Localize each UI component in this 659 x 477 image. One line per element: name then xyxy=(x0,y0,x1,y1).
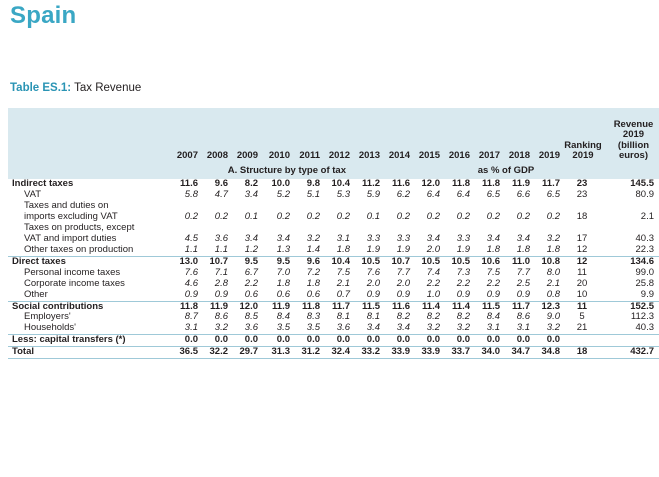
cell-2018: 0.9 xyxy=(516,288,530,300)
cell-2011: 1.4 xyxy=(306,243,320,255)
row-label: Personal income taxes xyxy=(24,266,121,278)
row-label-line2: imports excluding VAT xyxy=(24,211,118,223)
cell-2012: 10.4 xyxy=(320,256,350,267)
cell-2017: 8.4 xyxy=(486,311,500,323)
cell-2017: 6.5 xyxy=(486,189,500,201)
cell-ranking xyxy=(560,335,610,347)
cell-2013: 0.9 xyxy=(366,288,380,300)
cell-2016: 7.3 xyxy=(456,266,470,278)
cell-2009: 12.0 xyxy=(228,301,258,312)
cell-2010: 11.9 xyxy=(258,301,290,312)
cell-2011: 9.8 xyxy=(306,178,320,190)
table-row xyxy=(8,312,659,323)
cell-2016: 0.0 xyxy=(440,335,470,347)
table-row xyxy=(8,201,659,223)
cell-2015: 6.4 xyxy=(426,189,440,201)
cell-2009: 6.7 xyxy=(244,266,258,278)
cell-2018: 11.7 xyxy=(500,301,530,312)
cell-revenue: 2.1 xyxy=(640,211,654,223)
cell-2018: 0.0 xyxy=(500,335,530,347)
cell-2007: 7.6 xyxy=(184,266,198,278)
cell-2012: 8.1 xyxy=(336,311,350,323)
cell-2014: 0.0 xyxy=(380,335,410,347)
cell-2010: 31.3 xyxy=(258,347,290,359)
table-row xyxy=(8,323,659,334)
cell-2013: 7.6 xyxy=(366,266,380,278)
cell-2014: 7.7 xyxy=(396,266,410,278)
cell-2016: 0.2 xyxy=(456,211,470,223)
cell-2019: 10.8 xyxy=(530,256,560,267)
header-blank xyxy=(8,108,168,162)
cell-2014: 11.6 xyxy=(380,301,410,312)
cell-2013: 1.9 xyxy=(366,243,380,255)
cell-2014: 11.6 xyxy=(392,178,410,190)
cell-2013: 2.0 xyxy=(366,277,380,289)
cell-revenue xyxy=(610,335,659,347)
row-label: Indirect taxes xyxy=(12,178,74,190)
header-year-2019: 2019 xyxy=(530,108,560,162)
cell-ranking: 17 xyxy=(576,233,588,244)
cell-2011: 31.2 xyxy=(290,347,320,359)
cell-2008: 32.2 xyxy=(198,347,228,359)
cell-2012: 2.1 xyxy=(336,277,350,289)
header-year-2011: 2011 xyxy=(290,108,320,162)
cell-revenue: 40.3 xyxy=(635,233,654,244)
cell-2007: 5.8 xyxy=(184,189,198,201)
cell-2009: 3.4 xyxy=(244,233,258,244)
cell-2009: 8.2 xyxy=(244,178,258,190)
cell-2013: 0.0 xyxy=(350,335,380,347)
table-total-row xyxy=(8,347,659,359)
cell-2016: 11.8 xyxy=(452,178,470,190)
cell-2018: 0.2 xyxy=(516,211,530,223)
cell-2012: 10.4 xyxy=(331,178,350,190)
cell-2008: 10.7 xyxy=(198,256,228,267)
cell-2014: 3.4 xyxy=(396,322,410,334)
cell-revenue: 25.8 xyxy=(635,277,654,289)
cell-2015: 12.0 xyxy=(421,178,440,190)
cell-2008: 3.2 xyxy=(214,322,228,334)
cell-2011: 5.1 xyxy=(306,189,320,201)
cell-2018: 11.0 xyxy=(500,256,530,267)
row-label xyxy=(8,201,168,223)
cell-2012: 5.3 xyxy=(336,189,350,201)
cell-2009: 0.0 xyxy=(228,335,258,347)
cell-ranking: 5 xyxy=(579,311,585,323)
cell-ranking: 23 xyxy=(576,178,588,190)
cell-2007: 4.5 xyxy=(184,233,198,244)
cell-2007: 3.1 xyxy=(184,322,198,334)
cell-2016: 1.9 xyxy=(456,243,470,255)
cell-2011: 3.2 xyxy=(306,233,320,244)
header-ranking-line1: Ranking xyxy=(564,139,602,151)
header-revenue-line1: Revenue xyxy=(613,118,654,130)
cell-2019: 8.0 xyxy=(546,266,560,278)
row-label: Employers' xyxy=(24,311,71,323)
header-year-2007: 2007 xyxy=(168,108,198,162)
cell-2016: 10.5 xyxy=(440,256,470,267)
cell-2009: 2.2 xyxy=(244,277,258,289)
cell-revenue: 432.7 xyxy=(610,347,659,359)
cell-2012: 0.2 xyxy=(336,211,350,223)
cell-2016: 33.7 xyxy=(440,347,470,359)
cell-2017: 3.1 xyxy=(486,322,500,334)
cell-ranking: 21 xyxy=(576,322,588,334)
cell-2016: 8.2 xyxy=(456,311,470,323)
cell-2014: 33.9 xyxy=(380,347,410,359)
tax-revenue-table-wrapper xyxy=(8,108,652,359)
cell-2017: 2.2 xyxy=(486,277,500,289)
cell-2008: 11.9 xyxy=(198,301,228,312)
cell-2012: 32.4 xyxy=(320,347,350,359)
cell-2018: 3.4 xyxy=(516,233,530,244)
cell-2017: 7.5 xyxy=(486,266,500,278)
cell-2007: 0.2 xyxy=(184,211,198,223)
row-label: Social contributions xyxy=(8,301,168,312)
cell-2007: 0.0 xyxy=(168,335,198,347)
cell-2019: 12.3 xyxy=(530,301,560,312)
cell-2010: 7.0 xyxy=(276,266,290,278)
cell-2012: 3.6 xyxy=(336,322,350,334)
cell-2009: 3.4 xyxy=(244,189,258,201)
row-label: Households' xyxy=(24,322,76,334)
cell-2015: 10.5 xyxy=(410,256,440,267)
cell-2010: 1.3 xyxy=(276,243,290,255)
cell-2016: 6.4 xyxy=(456,189,470,201)
header-year-2015: 2015 xyxy=(410,108,440,162)
header-ranking xyxy=(560,108,610,162)
cell-revenue: 134.6 xyxy=(610,256,659,267)
cell-revenue: 22.3 xyxy=(635,243,654,255)
row-label: Total xyxy=(8,347,168,359)
cell-2015: 2.0 xyxy=(426,243,440,255)
cell-2010: 0.6 xyxy=(276,288,290,300)
cell-2018: 3.1 xyxy=(516,322,530,334)
cell-2014: 0.2 xyxy=(396,211,410,223)
cell-2008: 9.6 xyxy=(214,178,228,190)
cell-2011: 1.8 xyxy=(306,277,320,289)
row-label-line2: VAT and import duties xyxy=(24,233,117,244)
row-label-line1: Taxes and duties on xyxy=(24,200,109,212)
cell-ranking: 18 xyxy=(560,347,610,359)
section-band-note: as % of GDP xyxy=(350,162,659,179)
cell-2018: 2.5 xyxy=(516,277,530,289)
cell-2015: 8.2 xyxy=(426,311,440,323)
cell-2007: 13.0 xyxy=(168,256,198,267)
cell-2009: 29.7 xyxy=(228,347,258,359)
table-row xyxy=(8,179,659,190)
cell-2014: 6.2 xyxy=(396,189,410,201)
cell-2019: 0.2 xyxy=(546,211,560,223)
row-label: Other taxes on production xyxy=(24,243,134,255)
header-revenue xyxy=(610,108,659,162)
cell-2015: 1.0 xyxy=(426,288,440,300)
cell-ranking: 11 xyxy=(560,301,610,312)
cell-2011: 11.8 xyxy=(290,301,320,312)
cell-2017: 1.8 xyxy=(486,243,500,255)
table-body xyxy=(8,162,659,359)
cell-2017: 0.2 xyxy=(486,211,500,223)
cell-2010: 10.0 xyxy=(271,178,290,190)
cell-2019: 9.0 xyxy=(546,311,560,323)
cell-2007: 11.8 xyxy=(168,301,198,312)
table-row xyxy=(8,245,659,256)
row-label: Corporate income taxes xyxy=(24,277,125,289)
cell-revenue: 112.3 xyxy=(630,311,654,323)
cell-2017: 10.6 xyxy=(470,256,500,267)
cell-2018: 8.6 xyxy=(516,311,530,323)
section-band-label: A. Structure by type of tax xyxy=(8,162,350,179)
cell-2009: 0.6 xyxy=(244,288,258,300)
cell-2019: 11.7 xyxy=(542,178,560,190)
cell-2008: 8.6 xyxy=(214,311,228,323)
cell-ranking: 20 xyxy=(576,277,588,289)
cell-2010: 8.4 xyxy=(276,311,290,323)
row-label xyxy=(8,223,168,245)
table-row xyxy=(8,279,659,290)
cell-2007: 36.5 xyxy=(168,347,198,359)
cell-2007: 8.7 xyxy=(184,311,198,323)
cell-2019: 2.1 xyxy=(546,277,560,289)
cell-2008: 0.9 xyxy=(214,288,228,300)
header-year-2018: 2018 xyxy=(500,108,530,162)
cell-2015: 2.2 xyxy=(426,277,440,289)
header-ranking-line2: 2019 xyxy=(572,150,594,162)
cell-2015: 0.2 xyxy=(426,211,440,223)
cell-2009: 1.2 xyxy=(244,243,258,255)
section-band-row xyxy=(8,162,659,179)
cell-2019: 0.0 xyxy=(530,335,560,347)
cell-2017: 34.0 xyxy=(470,347,500,359)
header-year-2017: 2017 xyxy=(470,108,500,162)
cell-2011: 3.5 xyxy=(306,322,320,334)
cell-2016: 11.4 xyxy=(440,301,470,312)
table-caption-text: Tax Revenue xyxy=(71,82,142,94)
cell-2013: 11.2 xyxy=(362,178,380,190)
cell-2015: 0.0 xyxy=(410,335,440,347)
header-year-2008: 2008 xyxy=(198,108,228,162)
cell-2007: 11.6 xyxy=(180,178,198,190)
cell-2008: 7.1 xyxy=(214,266,228,278)
cell-2007: 1.1 xyxy=(184,243,198,255)
header-year-2014: 2014 xyxy=(380,108,410,162)
cell-2016: 0.9 xyxy=(456,288,470,300)
cell-2017: 3.4 xyxy=(486,233,500,244)
table-header xyxy=(8,108,659,162)
row-label: Direct taxes xyxy=(8,256,168,267)
cell-2008: 2.8 xyxy=(214,277,228,289)
cell-2015: 33.9 xyxy=(410,347,440,359)
cell-2008: 0.0 xyxy=(198,335,228,347)
row-label: Other xyxy=(24,288,48,300)
cell-ranking: 18 xyxy=(576,211,588,223)
cell-revenue: 40.3 xyxy=(635,322,654,334)
cell-2016: 2.2 xyxy=(456,277,470,289)
cell-2016: 3.2 xyxy=(456,322,470,334)
cell-2013: 3.4 xyxy=(366,322,380,334)
cell-2018: 11.9 xyxy=(512,178,530,190)
table-row xyxy=(8,223,659,245)
cell-ranking: 10 xyxy=(576,288,588,300)
cell-ranking: 11 xyxy=(577,266,587,278)
cell-2012: 0.7 xyxy=(336,288,350,300)
cell-2008: 3.6 xyxy=(214,233,228,244)
cell-2017: 0.0 xyxy=(470,335,500,347)
row-label: VAT xyxy=(24,189,42,201)
cell-2012: 3.1 xyxy=(336,233,350,244)
cell-2014: 8.2 xyxy=(396,311,410,323)
header-year-2009: 2009 xyxy=(228,108,258,162)
cell-2013: 8.1 xyxy=(366,311,380,323)
table-header-row xyxy=(8,108,659,162)
cell-2010: 0.0 xyxy=(258,335,290,347)
cell-2011: 8.3 xyxy=(306,311,320,323)
cell-2013: 3.3 xyxy=(366,233,380,244)
cell-2007: 0.9 xyxy=(184,288,198,300)
header-year-2013: 2013 xyxy=(350,108,380,162)
cell-2010: 3.4 xyxy=(276,233,290,244)
cell-2012: 1.8 xyxy=(336,243,350,255)
cell-ranking: 23 xyxy=(576,189,588,201)
header-year-2016: 2016 xyxy=(440,108,470,162)
cell-2013: 0.1 xyxy=(366,211,380,223)
cell-2014: 0.9 xyxy=(396,288,410,300)
table-caption xyxy=(10,82,141,94)
cell-2016: 3.3 xyxy=(456,233,470,244)
cell-2019: 1.8 xyxy=(546,243,560,255)
cell-2009: 0.1 xyxy=(244,211,258,223)
cell-2015: 11.4 xyxy=(410,301,440,312)
cell-2010: 5.2 xyxy=(276,189,290,201)
cell-2008: 0.2 xyxy=(214,211,228,223)
cell-2009: 9.5 xyxy=(228,256,258,267)
cell-2010: 9.5 xyxy=(258,256,290,267)
cell-2019: 3.2 xyxy=(546,233,560,244)
cell-2015: 3.2 xyxy=(426,322,440,334)
header-revenue-line2: 2019 xyxy=(622,129,645,141)
cell-2012: 0.0 xyxy=(320,335,350,347)
cell-2014: 10.7 xyxy=(380,256,410,267)
cell-2011: 7.2 xyxy=(306,266,320,278)
cell-2012: 7.5 xyxy=(336,266,350,278)
cell-2015: 7.4 xyxy=(426,266,440,278)
header-year-2010: 2010 xyxy=(258,108,290,162)
cell-2010: 1.8 xyxy=(276,277,290,289)
row-label-line1: Taxes on products, except xyxy=(24,222,135,234)
header-year-2012: 2012 xyxy=(320,108,350,162)
header-revenue-line3: (billion xyxy=(617,139,650,151)
table-row xyxy=(8,301,659,312)
cell-2014: 1.9 xyxy=(396,243,410,255)
cell-2018: 34.7 xyxy=(500,347,530,359)
cell-2014: 3.3 xyxy=(396,233,410,244)
cell-2008: 4.7 xyxy=(214,189,228,201)
cell-revenue: 80.9 xyxy=(635,189,654,201)
table-row xyxy=(8,290,659,301)
cell-2017: 0.9 xyxy=(486,288,500,300)
cell-2019: 6.5 xyxy=(546,189,560,201)
cell-2010: 0.2 xyxy=(276,211,290,223)
cell-2014: 2.0 xyxy=(396,277,410,289)
cell-ranking: 12 xyxy=(576,243,588,255)
cell-2007: 4.6 xyxy=(184,277,198,289)
table-row xyxy=(8,335,659,347)
cell-2010: 3.5 xyxy=(276,322,290,334)
cell-2019: 3.2 xyxy=(546,322,560,334)
cell-revenue: 99.0 xyxy=(635,266,654,278)
cell-2017: 11.8 xyxy=(482,178,500,190)
cell-2012: 11.7 xyxy=(320,301,350,312)
tax-revenue-table xyxy=(8,108,659,359)
row-label: Less: capital transfers (*) xyxy=(8,335,168,347)
table-caption-label: Table ES.1: xyxy=(10,82,72,94)
cell-2018: 6.6 xyxy=(516,189,530,201)
cell-2011: 0.2 xyxy=(306,211,320,223)
cell-2011: 9.6 xyxy=(290,256,320,267)
cell-2019: 34.8 xyxy=(530,347,560,359)
cell-2013: 33.2 xyxy=(350,347,380,359)
cell-2009: 8.5 xyxy=(244,311,258,323)
cell-2011: 0.0 xyxy=(290,335,320,347)
cell-2017: 11.5 xyxy=(470,301,500,312)
header-revenue-line4: euros) xyxy=(618,150,649,162)
cell-2009: 3.6 xyxy=(244,322,258,334)
cell-revenue: 145.5 xyxy=(630,178,654,190)
page-title: Spain xyxy=(10,2,77,29)
cell-revenue: 9.9 xyxy=(640,288,654,300)
cell-2011: 0.6 xyxy=(306,288,320,300)
cell-ranking: 12 xyxy=(560,256,610,267)
cell-2013: 5.9 xyxy=(366,189,380,201)
cell-2013: 11.5 xyxy=(350,301,380,312)
cell-2018: 7.7 xyxy=(516,266,530,278)
cell-2013: 10.5 xyxy=(350,256,380,267)
cell-revenue: 152.5 xyxy=(610,301,659,312)
cell-2008: 1.1 xyxy=(214,243,228,255)
cell-2015: 3.4 xyxy=(426,233,440,244)
cell-2019: 0.8 xyxy=(546,288,560,300)
cell-2018: 1.8 xyxy=(516,243,530,255)
